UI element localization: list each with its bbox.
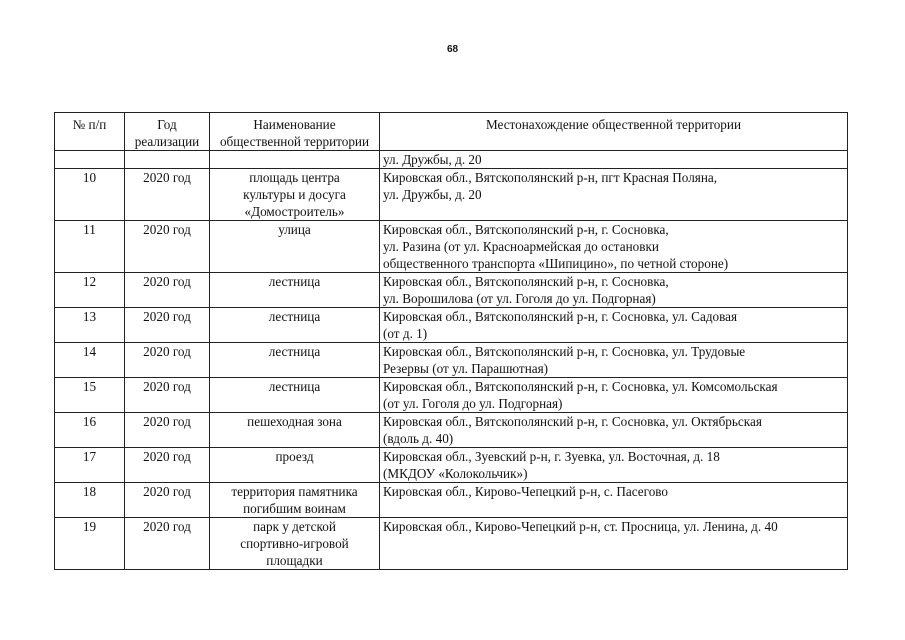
- territory-name-line: площадки: [266, 553, 323, 568]
- cell-number: 18: [55, 483, 125, 518]
- cell-number: 15: [55, 378, 125, 413]
- cell-territory-name: [210, 448, 380, 483]
- cell-year: 2020 год: [125, 413, 210, 448]
- territory-location-line: Кировская обл., Зуевский р-н, г. Зуевка, ул. Восточная, д. 18: [383, 449, 720, 464]
- cell-territory-location: [380, 273, 848, 308]
- header-year-line: Год: [157, 117, 177, 132]
- territory-name-line: улица: [278, 222, 311, 237]
- header-number: [55, 113, 125, 151]
- table-body: [55, 151, 848, 570]
- table-row: [55, 518, 848, 570]
- cell-territory-location: [380, 518, 848, 570]
- cell-territory-location: [380, 151, 848, 169]
- territory-location-line: (от ул. Гоголя до ул. Подгорная): [383, 396, 563, 411]
- header-number-line: №: [72, 117, 86, 132]
- cell-year: 2020 год: [125, 169, 210, 221]
- territory-location-line: ул. Дружбы, д. 20: [383, 187, 482, 202]
- territory-location-line: Кировская обл., Вятскополянский р-н, г. Сосновка,: [383, 274, 669, 289]
- cell-number: 17: [55, 448, 125, 483]
- page-number: 68: [446, 44, 459, 55]
- table-row: [55, 151, 848, 169]
- cell-territory-name: [210, 308, 380, 343]
- territory-name-line: лестница: [268, 344, 321, 359]
- territory-location-line: Кировская обл., Вятскополянский р-н, г. Сосновка,: [383, 222, 669, 237]
- cell-number: 19: [55, 518, 125, 570]
- cell-number: 13: [55, 308, 125, 343]
- cell-territory-location: [380, 448, 848, 483]
- cell-year: 2020 год: [125, 378, 210, 413]
- cell-year: 2020 год: [125, 518, 210, 570]
- territory-location-line: ул. Разина (от ул. Красноармейская до остановки: [383, 239, 659, 254]
- territory-location-line: ул. Ворошилова (от ул. Гоголя до ул. Подгорная): [383, 291, 656, 306]
- cell-year: 2020 год: [125, 308, 210, 343]
- territory-name-line: «Домостроитель»: [244, 204, 345, 219]
- cell-territory-location: [380, 221, 848, 273]
- cell-year: 2020 год: [125, 483, 210, 518]
- public-territories-table: [54, 112, 848, 570]
- table-row: [55, 221, 848, 273]
- cell-year: 2020 год: [125, 343, 210, 378]
- territory-name-line: лестница: [268, 309, 321, 324]
- cell-territory-location: [380, 169, 848, 221]
- territory-name-line: проезд: [275, 449, 314, 464]
- cell-territory-name: [210, 151, 380, 169]
- cell-year: [125, 151, 210, 169]
- cell-territory-name: [210, 169, 380, 221]
- table-row: [55, 448, 848, 483]
- cell-number: 11: [55, 221, 125, 273]
- territory-name-line: территория памятника: [231, 484, 358, 499]
- cell-territory-name: [210, 273, 380, 308]
- cell-number: [55, 151, 125, 169]
- territory-location-line: Кировская обл., Вятскополянский р-н, г. Сосновка, ул. Комсомольская: [383, 379, 778, 394]
- cell-number: 10: [55, 169, 125, 221]
- territory-location-line: Кировская обл., Кирово-Чепецкий р-н, с. Пасегово: [383, 484, 669, 499]
- header-number-line: п/п: [88, 117, 107, 132]
- territory-name-line: парк у детской: [253, 519, 336, 534]
- cell-territory-location: [380, 483, 848, 518]
- territory-name-line: спортивно-игровой: [240, 536, 349, 551]
- table-header-row: [55, 113, 848, 151]
- table-row: [55, 343, 848, 378]
- table-row: [55, 483, 848, 518]
- header-territory-name: [210, 113, 380, 151]
- header-location-line: Местонахождение общественной территории: [485, 117, 742, 132]
- territory-location-line: Кировская обл., Вятскополянский р-н, пгт Красная Поляна,: [383, 170, 718, 185]
- territory-name-line: пешеходная зона: [247, 414, 342, 429]
- cell-territory-location: [380, 413, 848, 448]
- territory-location-line: (МКДОУ «Колокольчик»): [383, 466, 528, 481]
- table-row: [55, 308, 848, 343]
- table-row: [55, 169, 848, 221]
- header-year: [125, 113, 210, 151]
- cell-territory-name: [210, 518, 380, 570]
- table-row: [55, 273, 848, 308]
- cell-territory-name: [210, 483, 380, 518]
- cell-year: 2020 год: [125, 273, 210, 308]
- territory-name-line: лестница: [268, 274, 321, 289]
- cell-number: 16: [55, 413, 125, 448]
- territory-name-line: площадь центра: [249, 170, 340, 185]
- cell-territory-location: [380, 378, 848, 413]
- territory-name-line: культуры и досуга: [243, 187, 346, 202]
- territory-name-line: лестница: [268, 379, 321, 394]
- header-year-line: реализации: [134, 134, 200, 149]
- cell-territory-name: [210, 378, 380, 413]
- territory-location-line: Кировская обл., Вятскополянский р-н, г. Сосновка, ул. Садовая: [383, 309, 738, 324]
- header-name-line: территории: [304, 134, 370, 149]
- territory-location-line: ул. Дружбы, д. 20: [383, 152, 482, 167]
- cell-territory-location: [380, 308, 848, 343]
- table-row: [55, 413, 848, 448]
- territory-name-line: погибшим воинам: [243, 501, 346, 516]
- territory-location-line: (вдоль д. 40): [383, 431, 454, 446]
- header-territory-location: [380, 113, 848, 151]
- cell-territory-name: [210, 343, 380, 378]
- territory-location-line: Кировская обл., Кирово-Чепецкий р-н, ст. Просница, ул. Ленина, д. 40: [383, 519, 778, 534]
- territory-location-line: общественного транспорта «Шипицино», по четной стороне): [383, 256, 729, 271]
- cell-territory-name: [210, 413, 380, 448]
- cell-year: 2020 год: [125, 221, 210, 273]
- territory-location-line: Кировская обл., Вятскополянский р-н, г. Сосновка, ул. Трудовые: [383, 344, 746, 359]
- territory-location-line: (от д. 1): [383, 326, 428, 341]
- cell-number: 12: [55, 273, 125, 308]
- territory-location-line: Кировская обл., Вятскополянский р-н, г. Сосновка, ул. Октябрьская: [383, 414, 762, 429]
- territory-location-line: Резервы (от ул. Парашютная): [383, 361, 549, 376]
- header-name-line: Наименование: [253, 117, 336, 132]
- cell-year: 2020 год: [125, 448, 210, 483]
- table-row: [55, 378, 848, 413]
- cell-territory-location: [380, 343, 848, 378]
- cell-number: 14: [55, 343, 125, 378]
- cell-territory-name: [210, 221, 380, 273]
- header-name-line: общественной: [219, 134, 301, 149]
